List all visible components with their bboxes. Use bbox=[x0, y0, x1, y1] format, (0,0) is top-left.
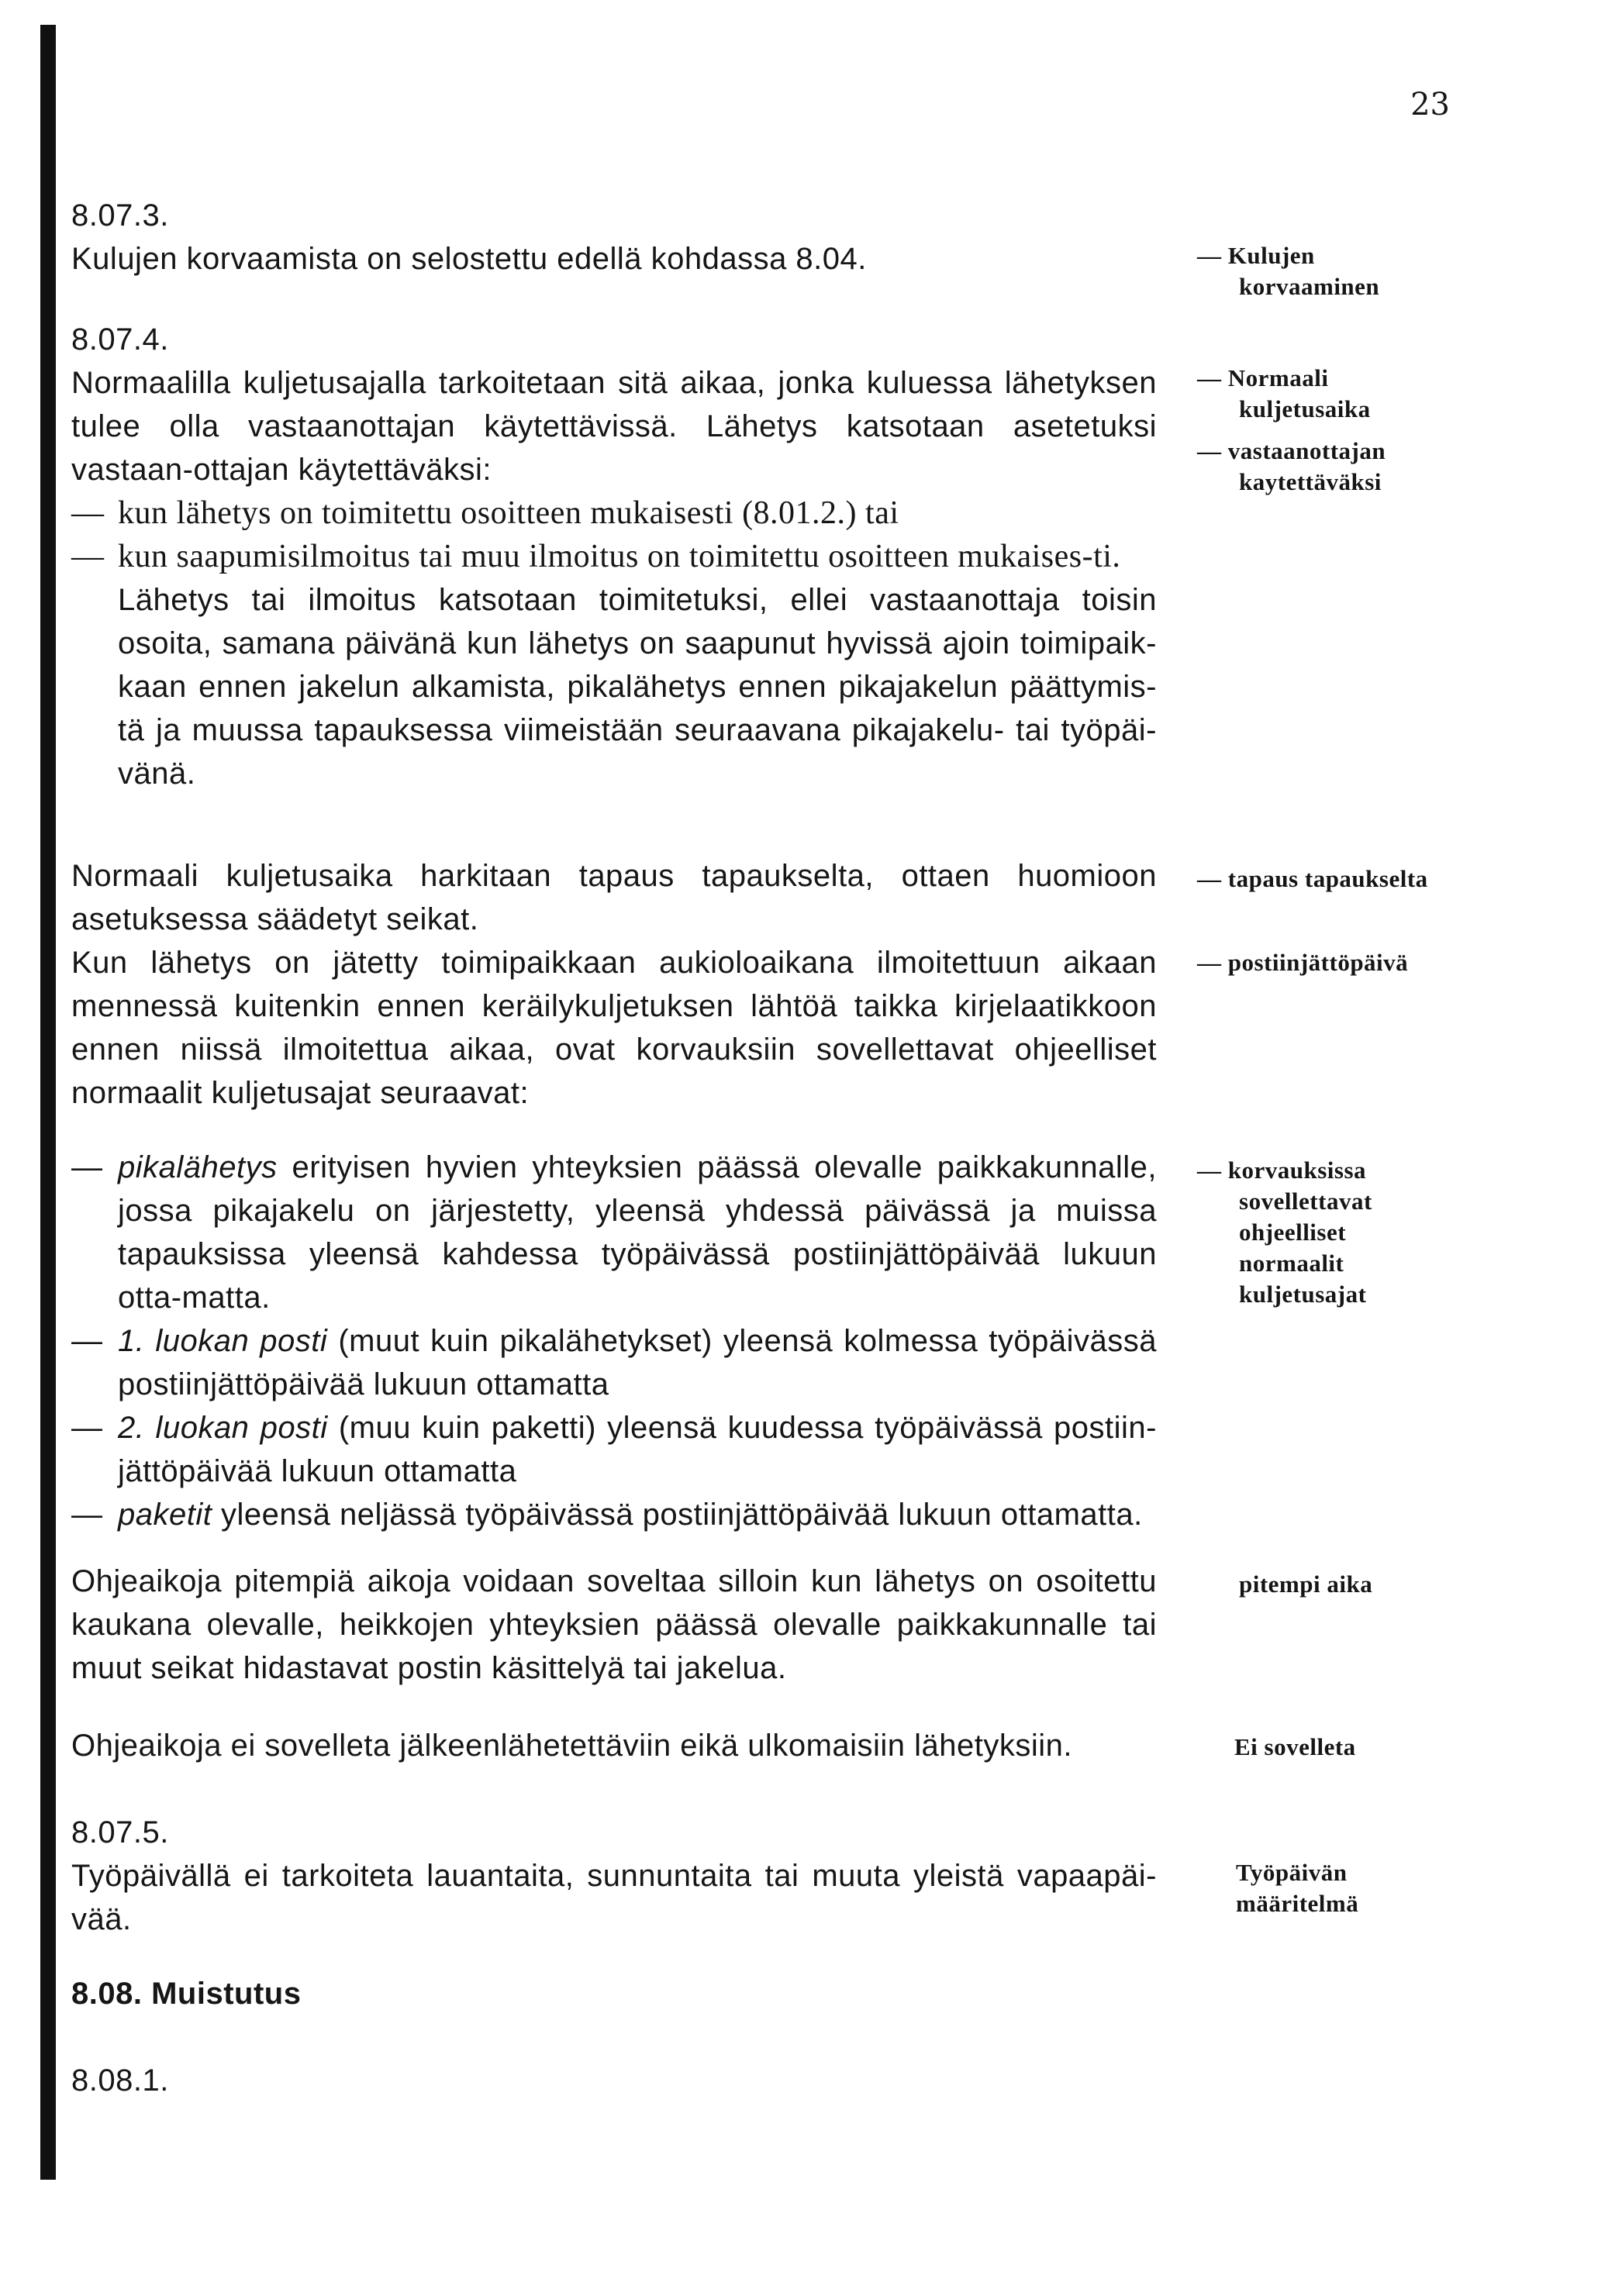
list-item bbox=[71, 1319, 1157, 1406]
margin-note-text: sovellettavat bbox=[1239, 1188, 1372, 1215]
dash-marker: — bbox=[1197, 437, 1222, 464]
dash-marker: — bbox=[1197, 1157, 1222, 1184]
margin-note-vastaanottajan bbox=[1197, 436, 1523, 498]
paragraph-block bbox=[71, 1724, 1157, 1767]
section-number: 8.08.1. bbox=[71, 2063, 169, 2098]
margin-note-text: Ei sovelleta bbox=[1234, 1733, 1356, 1760]
margin-note-ei-sovelleta bbox=[1197, 1732, 1560, 1763]
margin-note-tyopaivan bbox=[1197, 1857, 1562, 1919]
list-item-text: (muu kuin paketti) yleensä kuudessa työpäivässä postiin-jättöpäivää lukuun ottamatta bbox=[118, 1411, 1157, 1488]
section-8-08 bbox=[71, 1972, 1157, 2015]
paragraph-intro: Normaalilla kuljetusajalla tarkoitetaan sitä aikaa, jonka kuluessa lähetyksen tulee olla vastaanottajan käytettävissä. Lähetys katsotaan asetetuksi vastaan-ottajan käytettäväksi: bbox=[71, 366, 1157, 487]
margin-note-text: korvauksissa bbox=[1227, 1157, 1367, 1184]
list-item bbox=[71, 1406, 1157, 1493]
margin-note-text: Kulujen bbox=[1227, 242, 1315, 269]
margin-note-normaali bbox=[1197, 363, 1523, 425]
paragraph-block bbox=[71, 1560, 1157, 1690]
list-item-text: kun saapumisilmoitus tai muu ilmoitus on toimitettu osoitteen mukaises-ti. bbox=[118, 539, 1121, 574]
list-term: pikalähetys bbox=[118, 1150, 278, 1184]
paragraph: Kun lähetys on jätetty toimipaikkaan aukioloaikana ilmoitettuun aikaan mennessä kuitenkin ennen keräilykuljetuksen lähtöä taikka kirjelaatikkoon ennen niissä ilmoitettua aikaa, ovat korvauksiin sovellettavat ohjeelliset normaalit kuljetusajat seuraavat: bbox=[71, 946, 1157, 1110]
margin-note-text: normaalit bbox=[1239, 1250, 1344, 1277]
dash-marker: — bbox=[71, 1324, 103, 1358]
margin-note-text: kaytettäväksi bbox=[1239, 468, 1382, 495]
list-item bbox=[71, 535, 1157, 578]
margin-note-text: pitempi aika bbox=[1239, 1570, 1373, 1598]
section-heading: 8.08. Muistutus bbox=[71, 1977, 302, 2011]
margin-note-text: tapaus tapaukselta bbox=[1227, 865, 1428, 892]
paragraph-block bbox=[71, 854, 1157, 1115]
dash-marker: — bbox=[71, 1498, 103, 1532]
margin-note-text: vastaanottajan bbox=[1227, 437, 1386, 464]
dash-marker: — bbox=[1197, 949, 1222, 976]
paragraph: Ohjeaikoja pitempiä aikoja voidaan soveltaa silloin kun lähetys on osoitettu kaukana olevalle, heikkojen yhteyksien päässä olevalle paikkakunnalle tai muut seikat hidastavat postin käsittelyä tai jakelua. bbox=[71, 1564, 1157, 1685]
section-number: 8.07.5. bbox=[71, 1815, 169, 1850]
paragraph: Lähetys tai ilmoitus katsotaan toimitetuksi, ellei vastaanottaja toisin osoita, samana päivänä kun lähetys on saapunut hyvissä ajoin toimipaik-kaan ennen jakelun alkamista, pikalähetys ennen pikajakelun päättymis-tä ja muussa tapauksessa viimeistään seuraavana pikajakelu- tai työpäi-vänä. bbox=[118, 583, 1157, 791]
section-number: 8.07.3. bbox=[71, 198, 169, 233]
margin-note-text: kuljetusaika bbox=[1239, 395, 1371, 422]
paragraph: Kulujen korvaamista on selostettu edellä kohdassa 8.04. bbox=[71, 242, 867, 276]
list-item bbox=[71, 1493, 1157, 1536]
list-item bbox=[71, 1146, 1157, 1319]
margin-note-text: määritelmä bbox=[1236, 1890, 1359, 1917]
list-item-text: kun lähetys on toimitettu osoitteen mukaisesti (8.01.2.) tai bbox=[118, 495, 899, 531]
dash-marker: — bbox=[1197, 865, 1222, 892]
margin-note-text: postiinjättöpäivä bbox=[1227, 949, 1409, 976]
transit-times-list bbox=[71, 1146, 1157, 1536]
margin-note-text: kuljetusajat bbox=[1239, 1281, 1367, 1308]
dash-marker: — bbox=[71, 539, 105, 574]
margin-note-korvauksissa bbox=[1197, 1155, 1523, 1310]
list-item bbox=[71, 491, 1157, 535]
list-item-text: (muut kuin pikalähetykset) yleensä kolmessa työpäivässä postiinjättöpäivää lukuun ottamatta bbox=[118, 1324, 1157, 1401]
margin-note-text: Normaali bbox=[1227, 364, 1329, 391]
scan-edge-bar bbox=[40, 25, 56, 2180]
section-8-07-5 bbox=[71, 1811, 1157, 1941]
paragraph: Työpäivällä ei tarkoiteta lauantaita, sunnuntaita tai muuta yleistä vapaapäi-vää. bbox=[71, 1859, 1157, 1936]
list-term: 2. luokan posti bbox=[118, 1411, 328, 1445]
margin-note-text: Työpäivän bbox=[1236, 1859, 1348, 1886]
dash-marker: — bbox=[71, 495, 105, 531]
section-8-08-1 bbox=[71, 2059, 1157, 2102]
dash-marker: — bbox=[1197, 364, 1222, 391]
list-item-text: yleensä neljässä työpäivässä postiinjättöpäivää lukuun ottamatta. bbox=[212, 1498, 1143, 1532]
section-8-07-3 bbox=[71, 194, 1157, 281]
dash-marker: — bbox=[71, 1411, 103, 1445]
paragraph: Normaali kuljetusaika harkitaan tapaus tapaukselta, ottaen huomioon asetuksessa säädetyt seikat. bbox=[71, 859, 1157, 936]
section-number: 8.07.4. bbox=[71, 322, 169, 357]
margin-note-pitempi bbox=[1197, 1569, 1565, 1600]
margin-note-text: korvaaminen bbox=[1239, 273, 1380, 300]
dash-marker: — bbox=[71, 1150, 103, 1184]
section-8-07-4 bbox=[71, 318, 1157, 795]
page-number: 23 bbox=[1410, 87, 1450, 122]
paragraph: Ohjeaikoja ei sovelleta jälkeenlähetettäviin eikä ulkomaisiin lähetyksiin. bbox=[71, 1729, 1073, 1763]
list-term: 1. luokan posti bbox=[118, 1324, 328, 1358]
margin-note-kulujen bbox=[1197, 240, 1523, 302]
dash-marker: — bbox=[1197, 242, 1222, 269]
margin-note-text: ohjeelliset bbox=[1239, 1219, 1347, 1246]
list-item-text: erityisen hyvien yhteyksien päässä olevalle paikkakunnalle, jossa pikajakelu on järjestetty, yleensä yhdessä päivässä ja muissa tapauksissa yleensä kahdessa työpäivässä postiinjättöpäivää lukuun otta-matta. bbox=[118, 1150, 1157, 1315]
margin-note-postiinjattopaiva bbox=[1197, 947, 1523, 978]
margin-note-tapaus bbox=[1197, 864, 1523, 895]
list-term: paketit bbox=[118, 1498, 212, 1532]
